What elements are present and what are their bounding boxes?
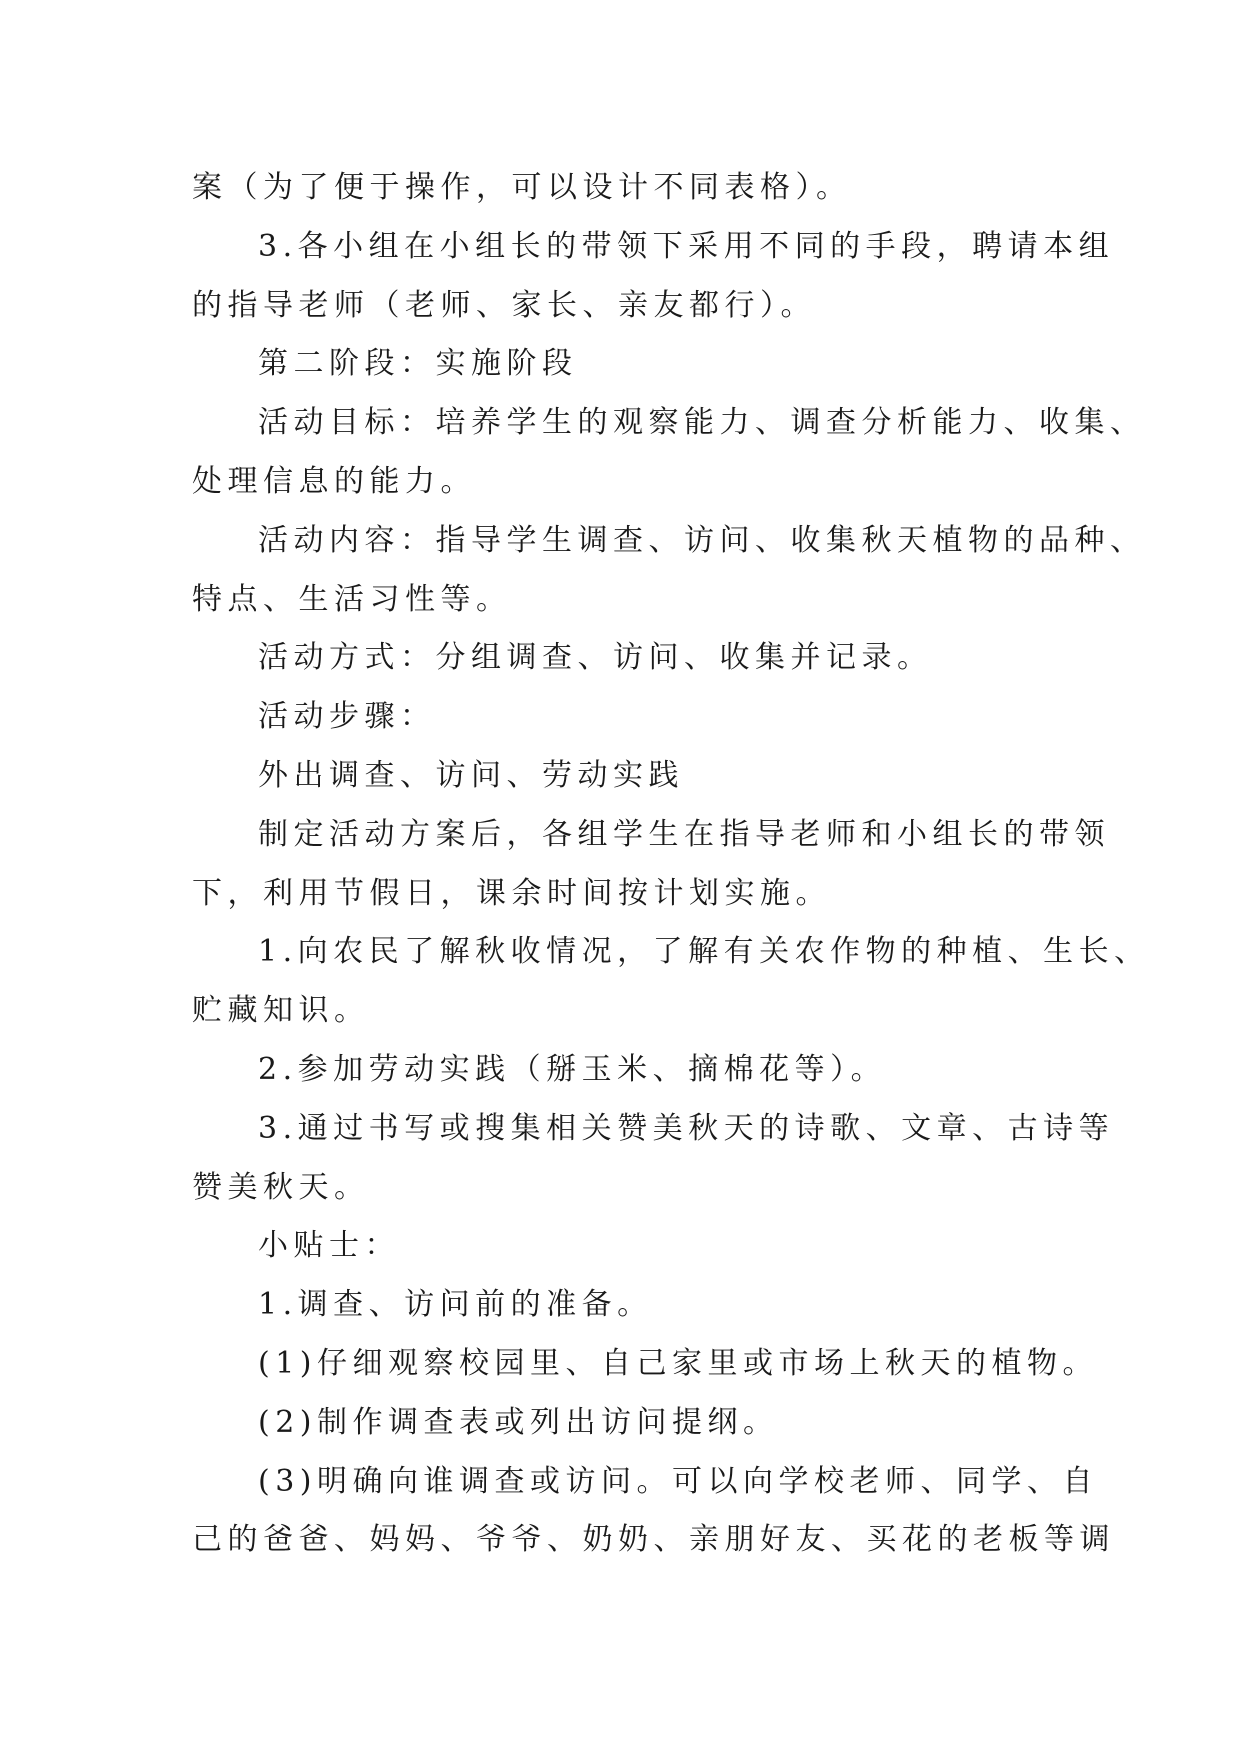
text-line: (1)仔细观察校园里、自己家里或市场上秋天的植物。 — [258, 1345, 1098, 1381]
text-line: 1.调查、访问前的准备。 — [258, 1287, 653, 1323]
text-line: 处理信息的能力。 — [192, 463, 476, 499]
text-line: 活动步骤： — [258, 699, 436, 735]
text-line: 特点、生活习性等。 — [192, 581, 512, 617]
text-line: 案（为了便于操作，可以设计不同表格）。 — [192, 170, 852, 205]
text-line: 2.参加劳动实践（掰玉米、摘棉花等）。 — [258, 1051, 887, 1087]
text-line: 3.各小组在小组长的带领下采用不同的手段，聘请本组 — [258, 228, 1115, 264]
text-line: 贮藏知识。 — [192, 993, 370, 1029]
section-heading: 第二阶段：实施阶段 — [258, 346, 578, 382]
text-line: 外出调查、访问、劳动实践 — [258, 757, 684, 793]
text-line: 赞美秋天。 — [192, 1169, 370, 1205]
text-line: 3.通过书写或搜集相关赞美秋天的诗歌、文章、古诗等 — [258, 1110, 1115, 1146]
text-line: 的指导老师（老师、家长、亲友都行）。 — [192, 287, 816, 323]
text-line: 活动内容：指导学生调查、访问、收集秋天植物的品种、 — [258, 522, 1146, 558]
text-line: (3)明确向谁调查或访问。可以向学校老师、同学、自 — [258, 1463, 1098, 1499]
document-body — [192, 159, 1150, 1570]
text-line: 1.向农民了解秋收情况，了解有关农作物的种植、生长、 — [258, 934, 1150, 970]
text-line: 活动目标：培养学生的观察能力、调查分析能力、收集、 — [258, 405, 1146, 441]
text-line: 活动方式：分组调查、访问、收集并记录。 — [258, 640, 933, 676]
text-line: 下，利用节假日，课余时间按计划实施。 — [192, 875, 831, 911]
text-line: 制定活动方案后，各组学生在指导老师和小组长的带领 — [258, 816, 1110, 852]
text-line: 己的爸爸、妈妈、爷爷、奶奶、亲朋好友、买花的老板等调 — [192, 1522, 1115, 1558]
text-line: 小贴士： — [258, 1228, 400, 1264]
text-line: (2)制作调查表或列出访问提纲。 — [258, 1404, 779, 1440]
